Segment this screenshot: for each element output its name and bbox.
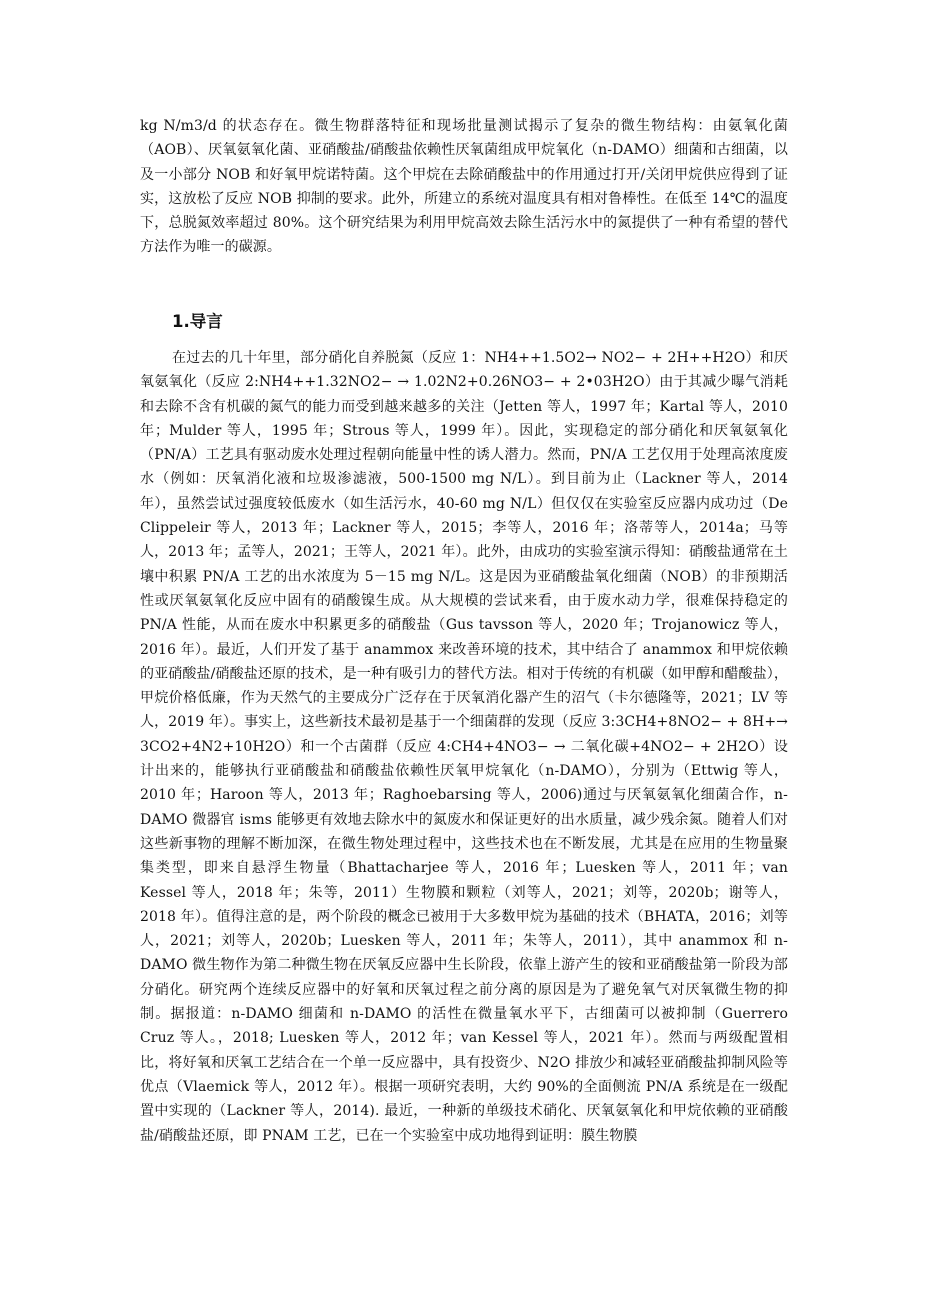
section-heading-introduction: 1.导言 [172, 312, 223, 331]
abstract-paragraph-continuation: kg N/m3/d 的状态存在。微生物群落特征和现场批量测试揭示了复杂的微生物结构：由氨氧化菌（AOB）、厌氧氨氧化菌、亚硝酸盐/硝酸盐依赖性厌氧菌组成甲烷氧化（n-DAMO）细菌和古细菌，以及一小部分 NOB 和好氧甲烷诺特菌。这个甲烷在去除硝酸盐中的作用通过打开/关闭甲烷供应得到了证实，这放松了反应 NOB 抑制的要求。此外，所建立的系统对温度具有相对鲁棒性。在低至 14℃的温度下，总脱氮效率超过 80%。这个研究结果为利用甲烷高效去除生活污水中的氮提供了一种有希望的替代方法作为唯一的碳源。 [140, 118, 788, 256]
introduction-paragraph: 在过去的几十年里，部分硝化自养脱氮（反应 1：NH4++1.5O2→ NO2− + 2H++H2O）和厌氧氨氧化（反应 2:NH4++1.32NO2− → 1.02N2+0.26NO3− + 2•03H2O）由于其减少曝气消耗和去除不含有机碳的氮气的能力而受到越来越多的关注（Jetten 等人，1997 年；Kartal 等人，2010 年；Mulder 等人，1995 年；Strous 等人，1999 年）。因此，实现稳定的部分硝化和厌氧氨氧化（PN/A）工艺具有驱动废水处理过程朝向能量中性的诱人潜力。然而，PN/A 工艺仅用于处理高浓度废水（例如：厌氧消化液和垃圾渗滤液，500-1500 mg N/L）。到目前为止（Lackner 等人，2014 年），虽然尝试过强度较低废水（如生活污水，40-60 mg N/L）但仅仅在实验室反应器内成功过（De Clippeleir 等人，2013 年；Lackner 等人，2015；李等人，2016 年；洛蒂等人，2014a；马等人，2013 年；孟等人，2021；王等人，2021 年）。此外，由成功的实验室演示得知：硝酸盐通常在土壤中积累 PN/A 工艺的出水浓度为 5－15 mg N/L。这是因为亚硝酸盐氧化细菌（NOB）的非预期活性或厌氧氨氧化反应中固有的硝酸镍生成。从大规模的尝试来看，由于废水动力学，很难保持稳定的 PN/A 性能，从而在废水中积累更多的硝酸盐（Gus tavsson 等人，2020 年；Trojanowicz 等人，2016 年）。最近，人们开发了基于 anammox 来改善环境的技术，其中结合了 anammox 和甲烷依赖的亚硝酸盐/硝酸盐还原的技术，是一种有吸引力的替代方法。相对于传统的有机碳（如甲醇和醋酸盐），甲烷价格低廉，作为天然气的主要成分广泛存在于厌氧消化器产生的沼气（卡尔德隆等，2021；LV 等人，2019 年）。事实上，这些新技术最初是基于一个细菌群的发现（反应 3:3CH4+8NO2− + 8H+→ 3CO2+4N2+10H2O）和一个古菌群（反应 4:CH4+4NO3− → 二氧化碳+4NO2− + 2H2O）设计出来的，能够执行亚硝酸盐和硝酸盐依赖性厌氧甲烷氧化（n-DAMO），分别为（Ettwig 等人，2010 年；Haroon 等人，2013 年；Raghoebarsing 等人，2006)通过与厌氧氨氧化细菌合作，n-DAMO 微器官 isms 能够更有效地去除水中的氮废水和保证更好的出水质量，减少残余氮。随着人们对这些新事物的理解不断加深，在微生物处理过程中，这些技术也在不断发展，尤其是在应用的生物量聚集类型，即来自悬浮生物量（Bhattacharjee 等人，2016 年；Luesken 等人，2011 年；van Kessel 等人，2018 年；朱等，2011）生物膜和颗粒（刘等人，2021；刘等，2020b；谢等人，2018 年）。值得注意的是，两个阶段的概念已被用于大多数甲烷为基础的技术（BHATA，2016；刘等人，2021；刘等人，2020b；Luesken 等人，2011 年；朱等人，2011），其中 anammox 和 n-DAMO 微生物作为第二种微生物在厌氧反应器中生长阶段，依靠上游产生的铵和亚硝酸盐第一阶段为部分硝化。研究两个连续反应器中的好氧和厌氧过程之前分离的原因是为了避免氧气对厌氧微生物的抑制。据报道：n-DAMO 细菌和 n-DAMO 的活性在微量氧水平下，古细菌可以被抑制（Guerrero Cruz 等人。，2018; Luesken 等人，2012 年；van Kessel 等人，2021 年）。然而与两级配置相比，将好氧和厌氧工艺结合在一个单一反应器中，具有投资少、N2O 排放少和减轻亚硝酸盐抑制风险等优点（Vlaemick 等人，2012 年）。根据一项研究表明，大约 90%的全面侧流 PN/A 系统是在一级配置中实现的（Lackner 等人，2014). 最近，一种新的单级技术硝化、厌氧氨氧化和甲烷依赖的亚硝酸盐/硝酸盐还原，即 PNAM 工艺，已在一个实验室中成功地得到证明：膜生物膜 [140, 350, 788, 1144]
